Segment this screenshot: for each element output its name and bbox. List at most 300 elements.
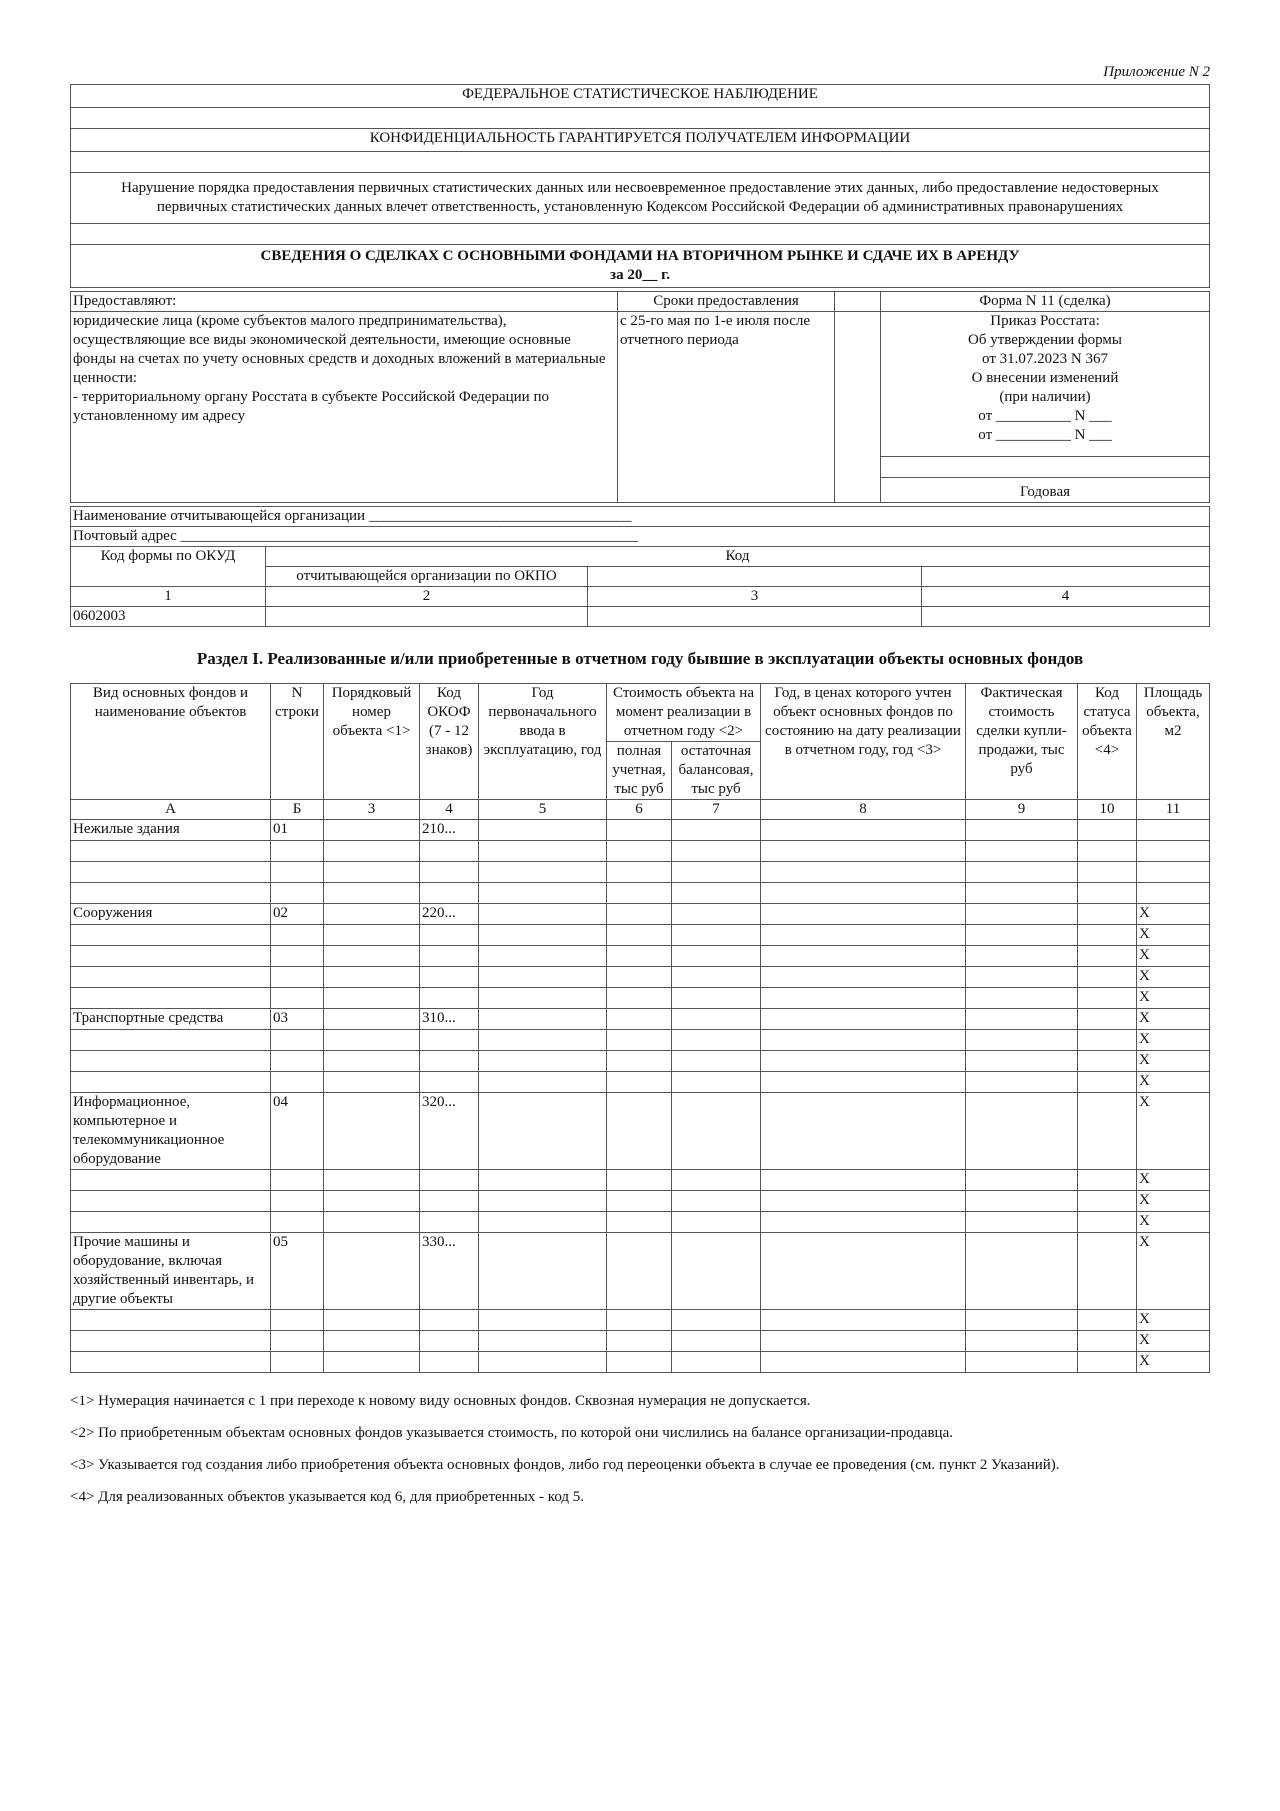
table-cell[interactable] (672, 925, 761, 946)
table-row (71, 1170, 1210, 1191)
table-cell[interactable] (479, 925, 607, 946)
table-cell[interactable] (761, 1212, 966, 1233)
table-cell[interactable] (479, 1233, 607, 1310)
table-cell[interactable] (479, 820, 607, 841)
table-cell[interactable] (420, 946, 479, 967)
hdr-status: Код статуса объекта <4> (1078, 684, 1137, 800)
table-cell[interactable] (966, 1093, 1078, 1170)
col-num: 5 (479, 800, 607, 820)
table-cell[interactable] (607, 1310, 672, 1331)
group-line: 01 (271, 820, 324, 841)
footnote-4: <4> Для реализованных объектов указывается код 6, для приобретенных - код 5. (70, 1489, 585, 1505)
col-num: 9 (966, 800, 1078, 820)
table-cell[interactable] (271, 1072, 324, 1093)
table-cell[interactable] (271, 883, 324, 904)
table-cell[interactable] (324, 1191, 420, 1212)
table-cell[interactable] (271, 1030, 324, 1051)
table-cell[interactable] (672, 904, 761, 925)
table-cell[interactable] (324, 1331, 420, 1352)
table-cell[interactable] (1078, 1030, 1137, 1051)
table-cell[interactable] (271, 862, 324, 883)
form-page (70, 60, 1210, 1519)
table-row (71, 946, 1210, 967)
table-cell[interactable] (761, 988, 966, 1009)
table-cell[interactable] (271, 1212, 324, 1233)
table-cell[interactable] (479, 862, 607, 883)
table-cell[interactable] (271, 1352, 324, 1373)
table-cell[interactable] (761, 1331, 966, 1352)
table-cell[interactable] (479, 988, 607, 1009)
table-cell[interactable] (271, 988, 324, 1009)
table-cell[interactable] (607, 1093, 672, 1170)
hdr-area: Площадь объекта, м2 (1137, 684, 1210, 800)
area-x-mark (1137, 883, 1210, 904)
table-cell[interactable] (324, 925, 420, 946)
table-cell[interactable] (672, 1310, 761, 1331)
table-cell[interactable] (672, 1233, 761, 1310)
table-cell[interactable] (1078, 1191, 1137, 1212)
table-cell[interactable] (672, 1072, 761, 1093)
table-cell[interactable] (71, 1212, 271, 1233)
table-cell[interactable] (761, 946, 966, 967)
table-cell[interactable] (607, 1051, 672, 1072)
table-cell[interactable] (324, 904, 420, 925)
table-cell[interactable] (761, 820, 966, 841)
table-cell[interactable] (607, 1191, 672, 1212)
code-num-2: 2 (266, 587, 588, 607)
table-cell[interactable] (479, 1352, 607, 1373)
area-x-mark: X (1137, 1009, 1210, 1030)
okpo-label: отчитывающейся организации по ОКПО (266, 567, 588, 587)
table-cell[interactable] (479, 1191, 607, 1212)
violation-warning: Нарушение порядка предоставления первичных статистических данных или несвоевременное предоставление этих данных, либо предоставление недостоверных первичных статистических данных влечет ответственность, установленную Кодексом Российской Федерации об административных правонарушениях (71, 173, 1210, 224)
table-cell[interactable] (672, 862, 761, 883)
table-cell[interactable] (1078, 1310, 1137, 1331)
table-cell[interactable] (420, 1212, 479, 1233)
federal-observation: ФЕДЕРАЛЬНОЕ СТАТИСТИЧЕСКОЕ НАБЛЮДЕНИЕ (71, 85, 1210, 108)
header-table (70, 84, 1210, 288)
table-cell[interactable] (966, 1212, 1078, 1233)
table-cell[interactable] (1078, 1212, 1137, 1233)
table-cell[interactable] (71, 883, 271, 904)
group-okof: 320... (420, 1093, 479, 1170)
table-cell[interactable] (966, 883, 1078, 904)
hdr-cost-full: полная учетная, тыс руб (607, 742, 672, 800)
group-name: Транспортные средства (71, 1009, 271, 1030)
deadlines-label: Сроки предоставления (618, 292, 835, 312)
group-name: Прочие машины и оборудование, включая хозяйственный инвентарь, и другие объекты (71, 1233, 271, 1310)
table-cell[interactable] (966, 1352, 1078, 1373)
table-cell[interactable] (1078, 1233, 1137, 1310)
table-cell[interactable] (607, 841, 672, 862)
table-cell[interactable] (71, 1352, 271, 1373)
table-cell[interactable] (71, 862, 271, 883)
table-cell[interactable] (324, 988, 420, 1009)
table-row (71, 1331, 1210, 1352)
confidential-note: КОНФИДЕНЦИАЛЬНОСТЬ ГАРАНТИРУЕТСЯ ПОЛУЧАТЕЛЕМ ИНФОРМАЦИИ (71, 129, 1210, 152)
table-cell[interactable] (479, 1331, 607, 1352)
area-x-mark: X (1137, 1310, 1210, 1331)
table-cell[interactable] (479, 1170, 607, 1191)
area-x-mark (1137, 841, 1210, 862)
table-cell[interactable] (1078, 904, 1137, 925)
section1-table (70, 683, 1210, 1373)
code-num-1: 1 (71, 587, 266, 607)
table-cell[interactable] (71, 988, 271, 1009)
table-cell[interactable] (672, 883, 761, 904)
table-cell[interactable] (1078, 883, 1137, 904)
table-cell[interactable] (420, 988, 479, 1009)
table-row (71, 1030, 1210, 1051)
table-row (71, 820, 1210, 841)
area-x-mark: X (1137, 925, 1210, 946)
table-cell[interactable] (672, 1352, 761, 1373)
section-title: Раздел I. Реализованные и/или приобретенные в отчетном году бывшие в эксплуатации объекты основных фондов (196, 649, 1084, 668)
table-cell[interactable] (966, 1310, 1078, 1331)
hdr-order: Порядковый номер объекта <1> (324, 684, 420, 800)
table-cell[interactable] (71, 1051, 271, 1072)
table-row (71, 1233, 1210, 1310)
table-cell[interactable] (420, 1331, 479, 1352)
table-cell[interactable] (71, 1331, 271, 1352)
postal-address-field[interactable]: Почтовый адрес _____________________________________________________________ (71, 527, 1210, 547)
table-cell[interactable] (761, 1009, 966, 1030)
table-cell[interactable] (1078, 1093, 1137, 1170)
hdr-cost: Стоимость объекта на момент реализации в отчетном году <2> (607, 684, 761, 742)
table-cell[interactable] (71, 1030, 271, 1051)
table-cell[interactable] (761, 1233, 966, 1310)
table-cell[interactable] (271, 1191, 324, 1212)
table-cell[interactable] (479, 1212, 607, 1233)
table-cell[interactable] (672, 1331, 761, 1352)
table-cell[interactable] (324, 1051, 420, 1072)
table-cell[interactable] (479, 1093, 607, 1170)
table-cell[interactable] (271, 967, 324, 988)
area-x-mark (1137, 820, 1210, 841)
table-cell[interactable] (271, 1170, 324, 1191)
submitters-text: юридические лица (кроме субъектов малого предпринимательства), осуществляющие все виды экономической деятельности, имеющие основные фонды на счетах по учету основных средств и доходных вложений в материальные ценности: - территориальному органу Росстата в субъекте Российской Федерации по установленному им адресу (71, 312, 618, 503)
table-row (71, 904, 1210, 925)
area-x-mark: X (1137, 1352, 1210, 1373)
col-num: 8 (761, 800, 966, 820)
table-cell[interactable] (607, 1331, 672, 1352)
group-name: Информационное, компьютерное и телекоммуникационное оборудование (71, 1093, 271, 1170)
table-cell[interactable] (966, 967, 1078, 988)
col-num: 10 (1078, 800, 1137, 820)
table-cell[interactable] (966, 925, 1078, 946)
area-x-mark: X (1137, 1191, 1210, 1212)
area-x-mark: X (1137, 946, 1210, 967)
table-cell[interactable] (966, 1170, 1078, 1191)
table-cell[interactable] (71, 967, 271, 988)
table-cell[interactable] (966, 1009, 1078, 1030)
table-cell[interactable] (1078, 1352, 1137, 1373)
table-cell[interactable] (1078, 1051, 1137, 1072)
table-cell[interactable] (324, 841, 420, 862)
footnote-3: <3> Указывается год создания либо приобретения объекта основных фондов, либо год переоценки объекта в случае ее проведения (см. пункт 2 Указаний). (70, 1457, 1060, 1473)
group-okof: 330... (420, 1233, 479, 1310)
table-cell[interactable] (607, 925, 672, 946)
area-x-mark: X (1137, 1331, 1210, 1352)
table-cell[interactable] (1078, 1331, 1137, 1352)
table-cell[interactable] (966, 841, 1078, 862)
table-cell[interactable] (761, 904, 966, 925)
submitters-table (70, 291, 1210, 503)
table-cell[interactable] (420, 841, 479, 862)
table-cell[interactable] (324, 820, 420, 841)
table-cell[interactable] (607, 1170, 672, 1191)
okud-label: Код формы по ОКУД (71, 547, 266, 587)
table-cell[interactable] (324, 1233, 420, 1310)
area-x-mark: X (1137, 1233, 1210, 1310)
table-cell[interactable] (761, 883, 966, 904)
hdr-cost-residual: остаточная балансовая, тыс руб (672, 742, 761, 800)
deadlines-text: с 25-го мая по 1-е июля после отчетного периода (618, 312, 835, 503)
table-cell[interactable] (672, 820, 761, 841)
table-row (71, 1072, 1210, 1093)
code-label: Код (266, 547, 1210, 567)
table-cell[interactable] (479, 946, 607, 967)
area-x-mark: X (1137, 1170, 1210, 1191)
table-cell[interactable] (479, 967, 607, 988)
table-cell[interactable] (420, 925, 479, 946)
table-cell[interactable] (761, 1072, 966, 1093)
table-cell[interactable] (324, 1352, 420, 1373)
table-row (71, 862, 1210, 883)
table-cell[interactable] (324, 1072, 420, 1093)
table-cell[interactable] (479, 841, 607, 862)
group-line: 05 (271, 1233, 324, 1310)
table-cell[interactable] (479, 1051, 607, 1072)
table-cell[interactable] (607, 883, 672, 904)
table-cell[interactable] (761, 841, 966, 862)
table-cell[interactable] (420, 967, 479, 988)
table-cell[interactable] (271, 1051, 324, 1072)
table-cell[interactable] (420, 1191, 479, 1212)
form-number: Форма N 11 (сделка) (881, 292, 1210, 312)
table-row (71, 1212, 1210, 1233)
table-cell[interactable] (761, 1191, 966, 1212)
org-name-field[interactable]: Наименование отчитывающейся организации ___________________________________ (71, 507, 1210, 527)
table-cell[interactable] (71, 946, 271, 967)
col-num: Б (271, 800, 324, 820)
table-cell[interactable] (324, 1310, 420, 1331)
table-cell[interactable] (324, 1093, 420, 1170)
table-cell[interactable] (672, 841, 761, 862)
group-line: 03 (271, 1009, 324, 1030)
table-cell[interactable] (761, 1030, 966, 1051)
table-cell[interactable] (420, 862, 479, 883)
table-cell[interactable] (1078, 946, 1137, 967)
area-x-mark (1137, 862, 1210, 883)
table-row (71, 883, 1210, 904)
table-cell[interactable] (324, 1170, 420, 1191)
form-period: за 20__ г. (610, 267, 670, 283)
table-cell[interactable] (672, 1009, 761, 1030)
table-cell[interactable] (672, 1093, 761, 1170)
table-cell[interactable] (1078, 988, 1137, 1009)
table-cell[interactable] (479, 883, 607, 904)
table-cell[interactable] (271, 1310, 324, 1331)
table-cell[interactable] (1078, 1170, 1137, 1191)
table-row (71, 1051, 1210, 1072)
table-cell[interactable] (271, 946, 324, 967)
footnote-2: <2> По приобретенным объектам основных фондов указывается стоимость, по которой они числились на балансе организации-продавца. (70, 1425, 953, 1441)
group-line: 02 (271, 904, 324, 925)
table-cell[interactable] (761, 1170, 966, 1191)
table-cell[interactable] (966, 988, 1078, 1009)
col-num: 11 (1137, 800, 1210, 820)
table-cell[interactable] (966, 1191, 1078, 1212)
submitters-label: Предоставляют: (71, 292, 618, 312)
table-cell[interactable] (420, 1030, 479, 1051)
table-cell[interactable] (1078, 820, 1137, 841)
col-num: 3 (324, 800, 420, 820)
table-row (71, 967, 1210, 988)
table-cell[interactable] (1078, 967, 1137, 988)
order-text: Приказ Росстата: Об утверждении формы от 31.07.2023 N 367 О внесении изменений (при наличии) от __________ N ___ от __________ N ___ (881, 312, 1210, 457)
hdr-year-prices: Год, в ценах которого учтен объект основных фондов по состоянию на дату реализации в отчетном году, год <3> (761, 684, 966, 800)
table-cell[interactable] (607, 1233, 672, 1310)
table-cell[interactable] (672, 1051, 761, 1072)
table-cell[interactable] (1078, 1072, 1137, 1093)
table-cell[interactable] (324, 1009, 420, 1030)
col-num: А (71, 800, 271, 820)
table-cell[interactable] (607, 1352, 672, 1373)
table-cell[interactable] (761, 862, 966, 883)
table-cell[interactable] (607, 1009, 672, 1030)
table-cell[interactable] (420, 1051, 479, 1072)
table-cell[interactable] (271, 925, 324, 946)
table-cell[interactable] (672, 1170, 761, 1191)
table-cell[interactable] (1078, 1009, 1137, 1030)
area-x-mark: X (1137, 1051, 1210, 1072)
table-cell[interactable] (1078, 925, 1137, 946)
table-cell[interactable] (1078, 841, 1137, 862)
table-cell[interactable] (607, 946, 672, 967)
area-x-mark: X (1137, 1093, 1210, 1170)
table-cell[interactable] (966, 1331, 1078, 1352)
table-cell[interactable] (966, 1233, 1078, 1310)
table-cell[interactable] (479, 1009, 607, 1030)
table-cell[interactable] (324, 1212, 420, 1233)
table-cell[interactable] (672, 1191, 761, 1212)
table-cell[interactable] (761, 967, 966, 988)
hdr-actual: Фактическая стоимость сделки купли-продажи, тыс руб (966, 684, 1078, 800)
table-cell[interactable] (607, 904, 672, 925)
table-cell[interactable] (761, 1093, 966, 1170)
table-cell[interactable] (607, 967, 672, 988)
table-cell[interactable] (607, 862, 672, 883)
table-cell[interactable] (479, 1030, 607, 1051)
form-title-text: СВЕДЕНИЯ О СДЕЛКАХ С ОСНОВНЫМИ ФОНДАМИ НА ВТОРИЧНОМ РЫНКЕ И СДАЧЕ ИХ В АРЕНДУ (260, 248, 1020, 264)
table-row (71, 1310, 1210, 1331)
table-cell[interactable] (672, 1212, 761, 1233)
hdr-kind: Вид основных фондов и наименование объектов (71, 684, 271, 800)
group-okof: 210... (420, 820, 479, 841)
area-x-mark: X (1137, 1030, 1210, 1051)
code-num-3: 3 (588, 587, 922, 607)
table-cell[interactable] (966, 946, 1078, 967)
table-cell[interactable] (966, 862, 1078, 883)
table-cell[interactable] (607, 1212, 672, 1233)
table-cell[interactable] (479, 904, 607, 925)
table-cell[interactable] (420, 883, 479, 904)
table-cell[interactable] (71, 1310, 271, 1331)
area-x-mark: X (1137, 967, 1210, 988)
col-num: 7 (672, 800, 761, 820)
table-cell[interactable] (761, 1051, 966, 1072)
table-cell[interactable] (420, 1072, 479, 1093)
table-row (71, 1352, 1210, 1373)
group-name: Сооружения (71, 904, 271, 925)
code-num-4: 4 (922, 587, 1210, 607)
table-cell[interactable] (761, 1310, 966, 1331)
table-cell[interactable] (324, 946, 420, 967)
table-cell[interactable] (761, 925, 966, 946)
table-cell[interactable] (607, 820, 672, 841)
table-cell[interactable] (672, 946, 761, 967)
table-row (71, 1191, 1210, 1212)
table-cell[interactable] (672, 967, 761, 988)
table-cell[interactable] (71, 1191, 271, 1212)
okpo-value[interactable] (266, 607, 588, 627)
table-cell[interactable] (966, 1051, 1078, 1072)
table-row (71, 925, 1210, 946)
col-num: 4 (420, 800, 479, 820)
table-cell[interactable] (324, 862, 420, 883)
hdr-okof: Код ОКОФ (7 - 12 знаков) (420, 684, 479, 800)
group-okof: 310... (420, 1009, 479, 1030)
table-cell[interactable] (966, 904, 1078, 925)
table-cell[interactable] (479, 1072, 607, 1093)
table-row (71, 1009, 1210, 1030)
table-cell[interactable] (324, 883, 420, 904)
table-cell[interactable] (71, 1072, 271, 1093)
table-cell[interactable] (420, 1310, 479, 1331)
table-cell[interactable] (761, 1352, 966, 1373)
periodicity: Годовая (881, 478, 1210, 503)
table-cell[interactable] (71, 1170, 271, 1191)
hdr-year-input: Год первоначального ввода в эксплуатацию, год (479, 684, 607, 800)
table-cell[interactable] (479, 1310, 607, 1331)
table-cell[interactable] (966, 820, 1078, 841)
table-cell[interactable] (607, 1030, 672, 1051)
hdr-line: N строки (271, 684, 324, 800)
table-cell[interactable] (672, 988, 761, 1009)
col-num: 6 (607, 800, 672, 820)
group-line: 04 (271, 1093, 324, 1170)
table-cell[interactable] (607, 988, 672, 1009)
form-title (71, 245, 1210, 288)
table-cell[interactable] (71, 925, 271, 946)
table-cell[interactable] (420, 1352, 479, 1373)
group-okof: 220... (420, 904, 479, 925)
table-cell[interactable] (1078, 862, 1137, 883)
table-cell[interactable] (324, 1030, 420, 1051)
table-cell[interactable] (966, 1030, 1078, 1051)
table-cell[interactable] (324, 967, 420, 988)
table-cell[interactable] (420, 1170, 479, 1191)
table-cell[interactable] (71, 841, 271, 862)
table-cell[interactable] (271, 841, 324, 862)
okud-value: 0602003 (71, 607, 266, 627)
table-cell[interactable] (966, 1072, 1078, 1093)
table-cell[interactable] (672, 1030, 761, 1051)
table-row (71, 1093, 1210, 1170)
table-cell[interactable] (607, 1072, 672, 1093)
table-cell[interactable] (271, 1331, 324, 1352)
